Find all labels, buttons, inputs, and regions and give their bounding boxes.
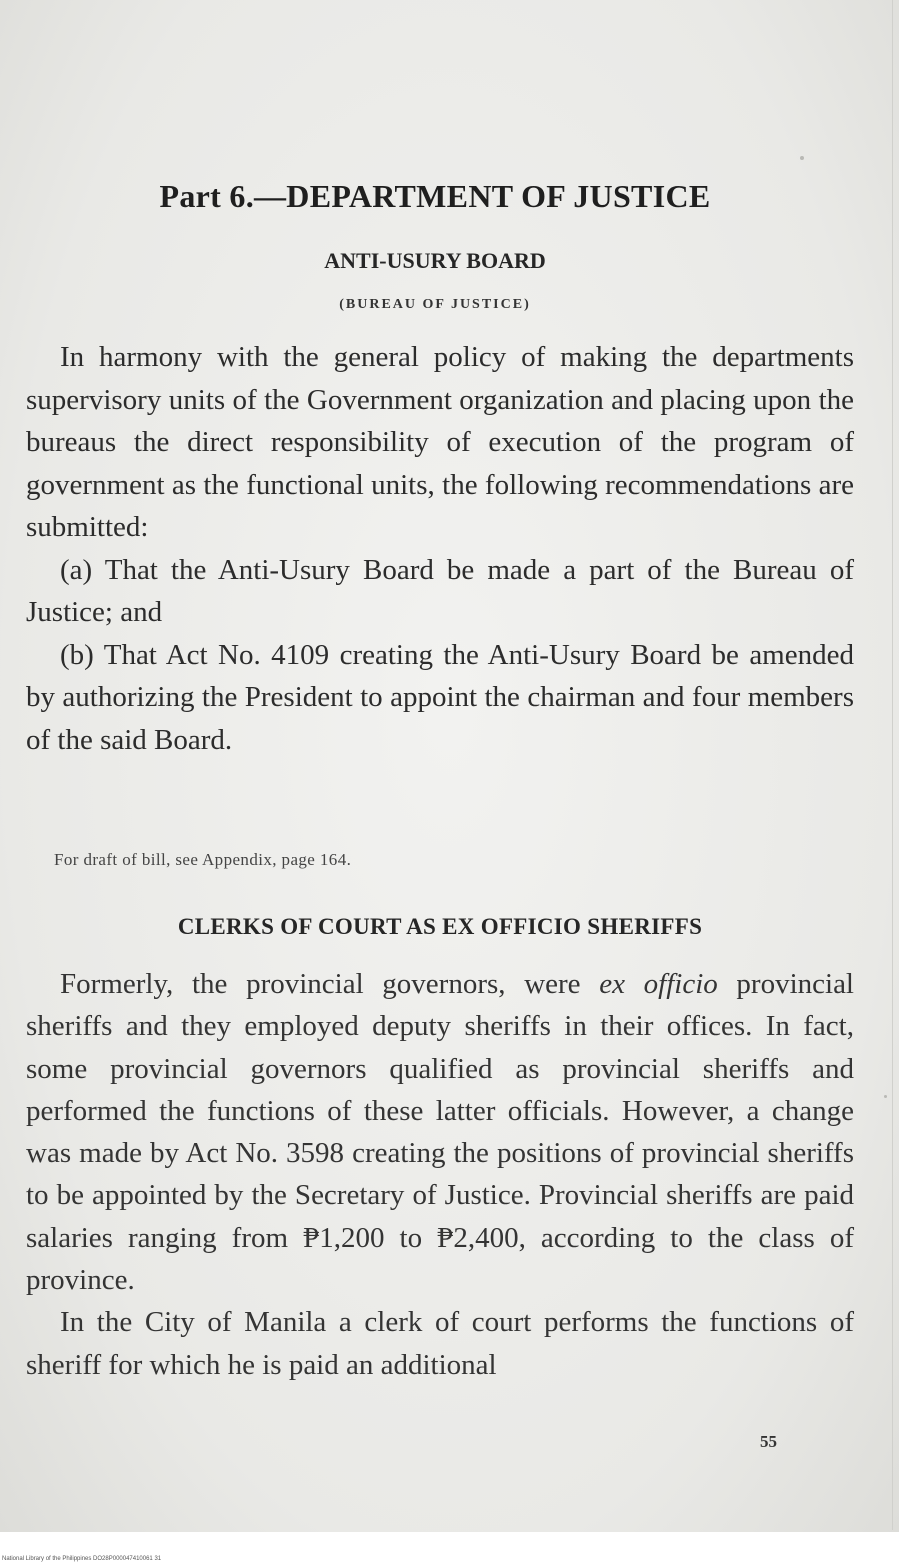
paragraph <box>26 963 854 1301</box>
section-subheading: (BUREAU OF JUSTICE) <box>339 297 531 312</box>
scan-footer-text: National Library of the Philippines DO28P000047410061 31 <box>2 1556 162 1562</box>
page-number: 55 <box>760 1432 777 1451</box>
text-span: In the City of Manila a clerk of court performs the functions of sheriff for which he is paid an additional <box>26 1306 854 1381</box>
body-text-section-2 <box>26 963 854 1386</box>
paragraph <box>26 1301 854 1386</box>
recommendation-b: (b) That Act No. 4109 creating the Anti-Usury Board be amended by authorizing the President to appoint the chairman and four members of the said Board. <box>26 638 854 756</box>
scan-footer-bar <box>0 1532 899 1568</box>
italic-phrase: ex officio <box>599 968 718 1000</box>
footnote: For draft of bill, see Appendix, page 164. <box>54 850 352 869</box>
text-span: Formerly, the provincial governors, were <box>60 968 600 1000</box>
section-heading: ANTI-USURY BOARD <box>324 248 546 273</box>
page-edge-line <box>892 0 893 1530</box>
paper-speck <box>884 1095 887 1098</box>
section-heading-2: CLERKS OF COURT AS EX OFFICIO SHERIFFS <box>177 914 703 939</box>
text-span: provincial sheriffs and they employed deputy sheriffs in their offices. In fact, some provincial governors qualified as provincial sheriffs and performed the functions of these latter officials. However, a change was made by Act No. 3598 creating the positions of provincial sheriffs to be appointed by the Secretary of Justice. Provincial sheriffs are paid salaries ranging from ₱1,200 to ₱2,400, according to the class of province. <box>26 968 854 1297</box>
body-text-section-1 <box>26 336 854 761</box>
recommendation-a: (a) That the Anti-Usury Board be made a part of the Bureau of Justice; and <box>26 553 854 628</box>
paragraph: In harmony with the general policy of making the departments supervisory units of the Government organization and placing upon the bureaus the direct responsibility of execution of the program of government as the functional units, the following recommendations are submitted: <box>26 341 854 543</box>
page-title: Part 6.—DEPARTMENT OF JUSTICE <box>159 178 711 214</box>
paper-speck <box>800 156 804 160</box>
